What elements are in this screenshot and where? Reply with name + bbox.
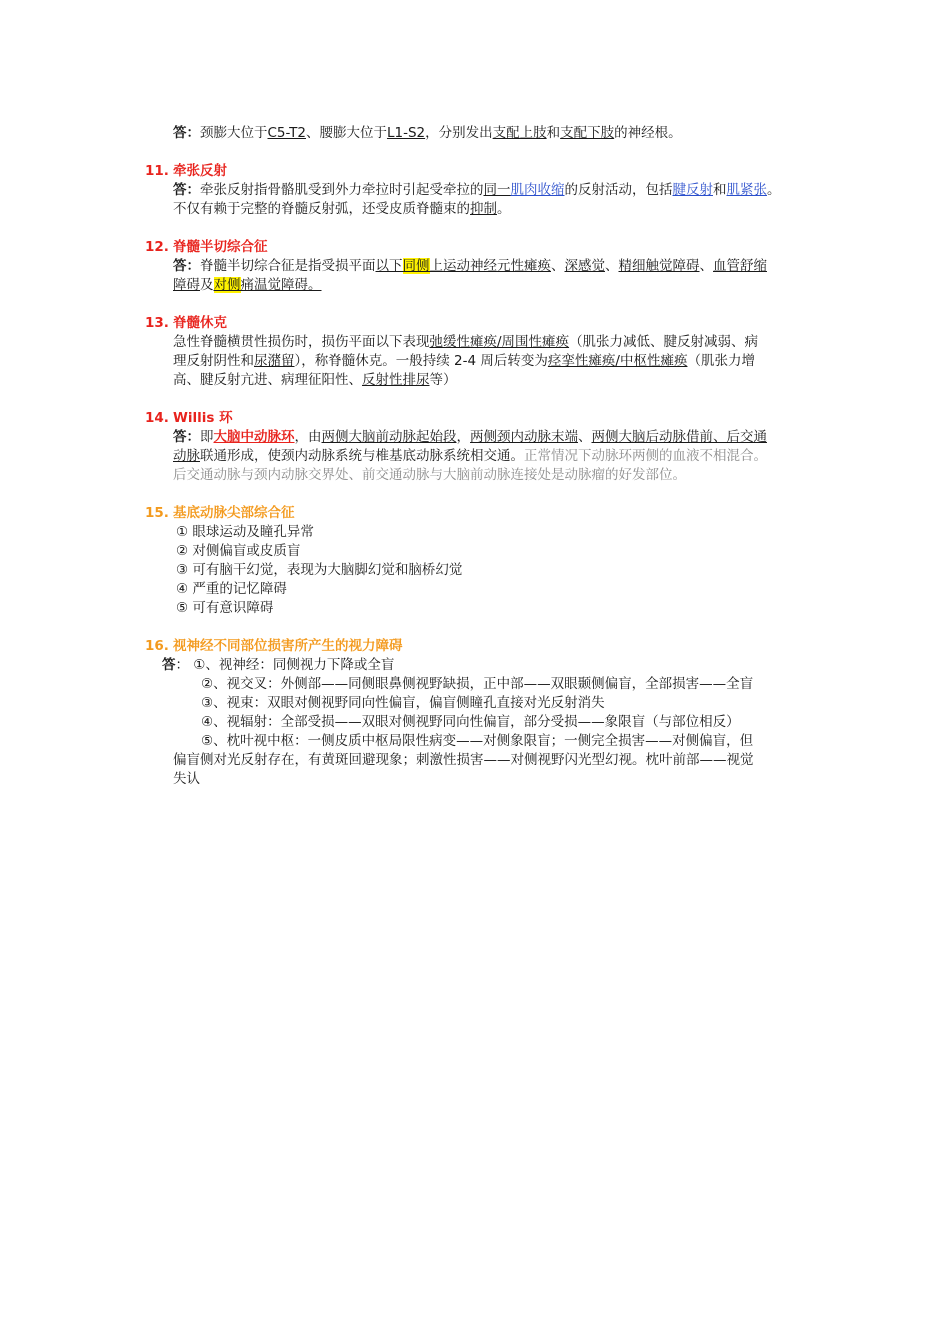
s13-line-1 [173,333,758,352]
section-12-title: 脊髓半切综合征 [173,239,268,255]
list-item: ③ 可有脑干幻觉，表现为大脑脚幻觉和脑桥幻觉 [176,562,463,578]
text: 不仅有赖于完整的脊髓反射弧，还受皮质脊髓束的 [173,201,470,217]
s16-line-1 [162,656,394,675]
underlined-text: 深感觉 [564,258,605,274]
text: 、腰膨大位于 [305,125,387,141]
text: 。 [767,182,781,198]
list-item: ② 对侧偏盲或皮质盲 [176,543,301,559]
underlined-text: 痛温觉障碍。 [240,277,322,293]
text: ，由 [294,429,322,445]
text: 颈膨大位于 [200,125,268,141]
text: 。 [497,201,511,217]
underlined-text: 血管舒缩 [713,258,767,274]
grey-note: 正常情况下动脉环两侧的血液不相混合。 [524,448,767,464]
list-item: ④ 严重的记忆障碍 [176,581,287,597]
text: 急性脊髓横贯性损伤时，损伤平面以下表现 [173,334,430,350]
text: 牵张反射指骨骼肌受到外力牵拉时引起受牵拉的 [200,182,484,198]
underlined-text: 精细触觉障碍 [618,258,700,274]
answer-label: 答： [173,429,200,445]
link-text[interactable]: 腱反射 [672,182,713,198]
section-14-number: 14. [145,410,169,426]
section-11-title: 牵张反射 [173,163,227,179]
s12-answer-line-2 [173,276,322,295]
underlined-text: L1-S2 [386,125,426,141]
section-16-number: 16. [145,638,169,654]
underlined-text: 弛缓性瘫痪/周围性瘫痪 [429,334,570,350]
s16-line-7: 失认 [173,771,200,787]
text: 理反射阴性和 [173,353,254,369]
highlighted-text: 对侧 [213,277,241,293]
link-text[interactable]: 肌肉收缩 [510,182,565,198]
underlined-text: C5-T2 [267,125,306,141]
underlined-text: 障碍 [173,277,200,293]
text: 、 [699,258,713,274]
text: 和 [546,125,561,141]
s16-line-6: 偏盲侧对光反射存在，有黄斑回避现象；刺激性损害——对侧视野闪光型幻视。枕叶前部——视觉 [173,752,754,768]
section-15-title: 基底动脉尖部综合征 [173,505,295,521]
text: 即 [200,429,214,445]
text: 、 [605,258,619,274]
section-13-title: 脊髓休克 [173,315,227,331]
text: 、 [551,258,565,274]
section-15-number: 15. [145,505,169,521]
s11-answer-line-2 [173,200,511,219]
s14-answer-line-1 [173,428,767,447]
text: ），称脊髓休克。一般持续 2-4 周后转变为 [294,353,548,369]
list-item: ⑤ 可有意识障碍 [176,600,274,616]
s12-answer-line-1 [173,257,767,276]
section-16-title: 视神经不同部位损害所产生的视力障碍 [173,638,403,654]
answer-label: 答 [162,657,176,673]
answer-label: 答： [173,258,200,274]
underlined-text: 两侧大脑后动脉借前、后交通 [591,429,767,445]
s16-line-4: ④、视辐射：全部受损——双眼对侧视野同向性偏盲，部分受损——象限盲（与部位相反） [201,714,740,730]
s14-answer-line-2 [173,447,767,466]
underlined-text: 支配下肢 [560,125,615,141]
underlined-text: 同一 [483,182,511,198]
s16-line-3: ③、视束：双眼对侧视野同向性偏盲，偏盲侧瞳孔直接对光反射消失 [201,695,605,711]
underlined-text: 以下 [375,258,403,274]
section-11-number: 11. [145,163,169,179]
list-item: ① 眼球运动及瞳孔异常 [176,524,314,540]
text: 及 [200,277,214,293]
s16-line-5: ⑤、枕叶视中枢：一侧皮质中枢局限性病变——对侧象限盲；一侧完全损害——对侧偏盲，但 [201,733,754,749]
text: 的神经根。 [614,125,682,141]
text: ， [456,429,470,445]
answer-label: 答： [173,125,200,141]
s14-answer-line-3: 后交通动脉与颈内动脉交界处、前交通动脉与大脑前动脉连接处是动脉瘤的好发部位。 [173,467,686,483]
text: 和 [713,182,727,198]
underlined-text: 上运动神经元性瘫痪 [429,258,551,274]
text: 脊髓半切综合征是指受损平面 [200,258,376,274]
underlined-text: 两侧颈内动脉末端 [470,429,578,445]
section-14-title: Willis 环 [173,410,233,426]
emphasis-text: 大脑中动脉环 [213,429,295,445]
underlined-text: 动脉 [173,448,200,464]
underlined-text: 抑制 [470,201,497,217]
link-text[interactable]: 肌紧张 [726,182,767,198]
s13-line-3 [173,371,457,390]
text: （肌张力增 [687,353,755,369]
text: 联通形成，使颈内动脉系统与椎基底动脉系统相交通。 [200,448,524,464]
text: 等） [429,372,457,388]
text: ： ①、视神经：同侧视力下降或全盲 [175,657,395,673]
text: 高、腱反射亢进、病理征阳性、 [173,372,362,388]
text: 、 [578,429,592,445]
section-13-number: 13. [145,315,169,331]
underlined-text: 支配上肢 [492,125,547,141]
underlined-text: 反射性排尿 [362,372,430,388]
text: ，分别发出 [425,125,493,141]
s13-line-2 [173,352,755,371]
s11-answer-line-1 [173,181,781,200]
highlighted-text: 同侧 [402,258,430,274]
underlined-text: 两侧大脑前动脉起始段 [321,429,457,445]
text: （肌张力减低、腱反射减弱、病 [569,334,759,350]
underlined-text: 痉挛性瘫痪/中枢性瘫痪 [547,353,688,369]
answer-label: 答： [173,182,200,198]
section-12-number: 12. [145,239,169,255]
underlined-text: 尿潴留 [254,353,295,369]
text: 的反射活动，包括 [564,182,673,198]
s10-answer-line [173,124,682,143]
s16-line-2: ②、视交叉：外侧部——同侧眼鼻侧视野缺损，正中部——双眼颞侧偏盲，全部损害——全盲 [201,676,754,692]
